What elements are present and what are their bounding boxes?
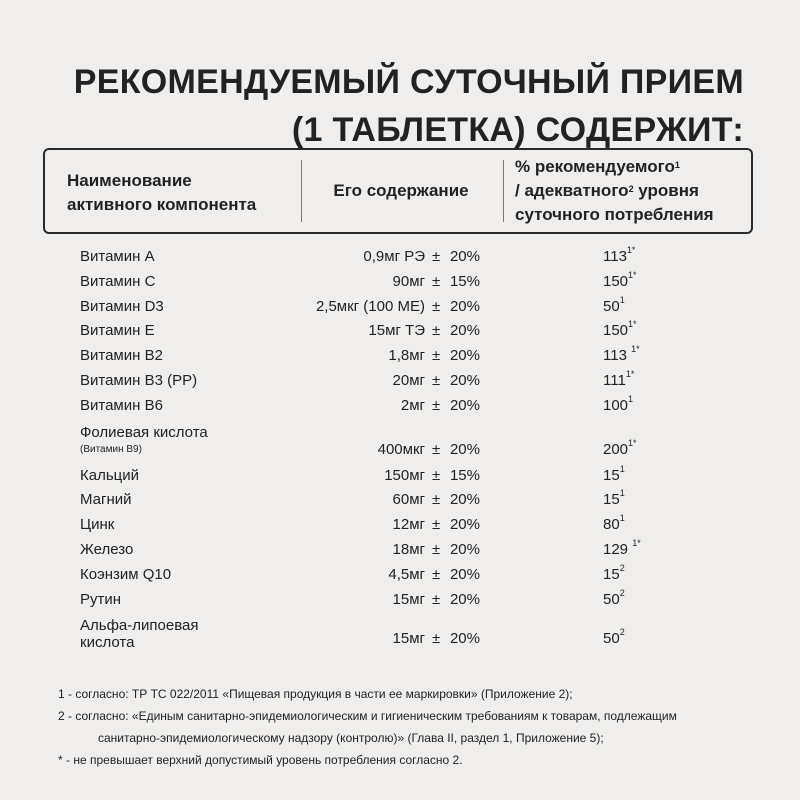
component-name xyxy=(80,347,163,364)
footnote-ref: 1* xyxy=(628,319,637,329)
footnote-ref: 1 xyxy=(619,488,625,498)
header-col3-line3: суточного потребления xyxy=(515,205,714,224)
tolerance: 20% xyxy=(449,491,480,508)
plus-minus-sign: ± xyxy=(432,248,441,265)
footnote-ref: 1* xyxy=(625,369,635,379)
component-name-text: Альфа-липоевая xyxy=(80,617,199,634)
footnote-ref: 1* xyxy=(628,270,637,280)
footnote-3: * - не превышает верхний допустимый уровень потребления согласно 2. xyxy=(58,753,463,767)
daily-percent-value: 129 xyxy=(603,541,633,558)
daily-percent-value: 200 xyxy=(603,441,629,458)
tolerance: 20% xyxy=(449,347,480,364)
footnote-ref: 1 xyxy=(619,513,625,523)
daily-percent-value: 113 xyxy=(603,248,627,265)
daily-percent xyxy=(603,464,625,484)
tolerance: 20% xyxy=(449,591,480,608)
component-amount: 1,8мг xyxy=(388,347,425,364)
daily-percent xyxy=(603,369,635,389)
tolerance: 20% xyxy=(449,441,480,458)
daily-percent xyxy=(603,344,640,364)
daily-percent xyxy=(603,488,625,508)
daily-percent xyxy=(603,538,641,558)
component-name xyxy=(80,397,163,414)
daily-percent xyxy=(603,438,637,458)
component-name-line2: кислота xyxy=(80,634,135,651)
component-amount: 15мг ТЭ xyxy=(368,322,425,339)
daily-percent-value: 150 xyxy=(603,322,629,339)
component-name xyxy=(80,322,155,339)
component-subname: (Витамин В9) xyxy=(80,444,142,455)
component-name xyxy=(80,566,171,583)
component-name xyxy=(80,516,114,533)
daily-percent-value: 111 xyxy=(603,372,626,389)
daily-percent-value: 50 xyxy=(603,298,620,315)
plus-minus-sign: ± xyxy=(432,491,441,508)
tolerance: 20% xyxy=(449,397,480,414)
daily-percent-value: 150 xyxy=(603,273,629,290)
plus-minus-sign: ± xyxy=(432,467,441,484)
header-col1-line1: Наименование xyxy=(67,171,192,190)
component-name-text: Коэнзим Q10 xyxy=(80,566,172,583)
footnote-ref: 1* xyxy=(626,245,636,255)
header-col2-label: Его содержание xyxy=(333,181,469,200)
component-name-text: Рутин xyxy=(80,591,122,608)
tolerance: 20% xyxy=(449,541,480,558)
component-name-text: Витамин С xyxy=(80,273,156,290)
component-name xyxy=(80,591,121,608)
daily-percent xyxy=(603,588,625,608)
header-divider xyxy=(503,160,504,222)
component-amount: 150мг xyxy=(384,467,425,484)
component-name-text: Цинк xyxy=(80,516,115,533)
title-line-1: РЕКОМЕНДУЕМЫЙ СУТОЧНЫЙ ПРИЕМ xyxy=(73,63,744,101)
tolerance: 20% xyxy=(449,248,480,265)
plus-minus-sign: ± xyxy=(432,372,441,389)
plus-minus-sign: ± xyxy=(432,516,441,533)
footnote-ref: 2 xyxy=(619,588,625,598)
daily-percent-value: 15 xyxy=(603,491,620,508)
component-amount: 15мг xyxy=(392,630,425,647)
page-title xyxy=(74,58,744,154)
tolerance: 15% xyxy=(449,273,480,290)
daily-percent xyxy=(603,394,634,414)
component-name xyxy=(80,541,133,558)
daily-percent xyxy=(603,245,636,265)
daily-percent-value: 80 xyxy=(603,516,620,533)
daily-percent xyxy=(603,319,637,339)
component-name xyxy=(80,491,132,508)
component-name xyxy=(80,467,139,484)
daily-percent-value: 100 xyxy=(603,397,629,414)
daily-percent xyxy=(603,513,625,533)
plus-minus-sign: ± xyxy=(432,630,441,647)
table-header xyxy=(43,148,753,234)
daily-percent-value: 15 xyxy=(603,467,620,484)
component-amount: 90мг xyxy=(392,273,425,290)
footnote-ref: 1* xyxy=(628,438,637,448)
component-name-text: Магний xyxy=(80,491,132,508)
component-name xyxy=(80,617,198,651)
footnote-ref: 1* xyxy=(631,344,640,354)
footnote-2: 2 - согласно: «Единым санитарно-эпидемиологическим и гигиеническим требованиям к товарам, подлежащим xyxy=(58,709,677,723)
plus-minus-sign: ± xyxy=(432,273,441,290)
component-name-text: Кальций xyxy=(80,467,139,484)
header-col3-line2a: / адекватного xyxy=(515,181,629,200)
footnote-2-cont: санитарно-эпидемиологическому надзору (контролю)» (Глава II, раздел 1, Приложение 5); xyxy=(98,731,604,745)
plus-minus-sign: ± xyxy=(432,397,441,414)
footnote-1: 1 - согласно: ТР ТС 022/2011 «Пищевая продукция в части ее маркировки» (Приложение 2); xyxy=(58,687,573,701)
header-percent xyxy=(515,155,755,227)
plus-minus-sign: ± xyxy=(432,347,441,364)
daily-percent-value: 50 xyxy=(603,630,620,647)
tolerance: 15% xyxy=(449,467,480,484)
daily-percent xyxy=(603,627,625,647)
header-content xyxy=(301,150,501,232)
component-name-text: Витамин В3 (РР) xyxy=(80,372,198,389)
component-name xyxy=(80,248,155,265)
component-name-text: Железо xyxy=(80,541,134,558)
component-name xyxy=(80,424,208,456)
footnote-ref: 1 xyxy=(619,295,625,305)
tolerance: 20% xyxy=(449,372,480,389)
daily-percent-value: 15 xyxy=(603,566,620,583)
component-name-text: Витамин Е xyxy=(80,322,155,339)
header-component-name xyxy=(67,169,297,217)
component-amount: 2мг xyxy=(400,397,425,414)
component-amount: 60мг xyxy=(392,491,425,508)
component-amount: 15мг xyxy=(392,591,425,608)
plus-minus-sign: ± xyxy=(432,541,441,558)
daily-percent-value: 50 xyxy=(603,591,620,608)
title-line-2: (1 ТАБЛЕТКА) СОДЕРЖИТ: xyxy=(291,111,744,149)
component-amount: 18мг xyxy=(392,541,425,558)
daily-percent xyxy=(603,563,625,583)
daily-percent-value: 113 xyxy=(603,347,632,364)
tolerance: 20% xyxy=(449,566,480,583)
plus-minus-sign: ± xyxy=(432,298,441,315)
footnote-ref: 1 xyxy=(619,464,625,474)
footnote-ref: 2 xyxy=(619,627,625,637)
header-col3-line1: % рекомендуемого xyxy=(515,157,675,176)
component-name-text: Витамин В6 xyxy=(80,397,163,414)
component-amount: 4,5мг xyxy=(388,566,425,583)
tolerance: 20% xyxy=(449,630,480,647)
daily-percent xyxy=(603,295,625,315)
component-name-text: Фолиевая кислота xyxy=(80,424,208,441)
daily-percent xyxy=(603,270,637,290)
footnote-ref: 2 xyxy=(628,184,634,194)
tolerance: 20% xyxy=(449,516,480,533)
footnote-ref: 1 xyxy=(628,394,634,404)
footnote-ref: 1* xyxy=(632,538,641,548)
header-col3-line2b: уровня xyxy=(633,181,699,200)
header-col1-line2: активного компонента xyxy=(67,195,257,214)
component-name xyxy=(80,298,164,315)
footnote-ref: 1 xyxy=(674,160,680,170)
component-amount: 20мг xyxy=(392,372,425,389)
component-name xyxy=(80,273,155,290)
tolerance: 20% xyxy=(449,322,480,339)
tolerance: 20% xyxy=(449,298,480,315)
component-amount: 12мг xyxy=(392,516,425,533)
component-amount: 400мкг xyxy=(377,441,425,458)
plus-minus-sign: ± xyxy=(432,566,441,583)
component-name-text: Витамин А xyxy=(80,248,155,265)
component-amount: 0,9мг РЭ xyxy=(363,248,425,265)
component-amount: 2,5мкг (100 МЕ) xyxy=(315,298,425,315)
plus-minus-sign: ± xyxy=(432,441,441,458)
plus-minus-sign: ± xyxy=(432,591,441,608)
plus-minus-sign: ± xyxy=(432,322,441,339)
footnote-ref: 2 xyxy=(619,563,625,573)
footnotes xyxy=(58,683,677,771)
component-name xyxy=(80,372,197,389)
component-name-text: Витамин В2 xyxy=(80,347,163,364)
component-name-text: Витамин D3 xyxy=(80,298,164,315)
